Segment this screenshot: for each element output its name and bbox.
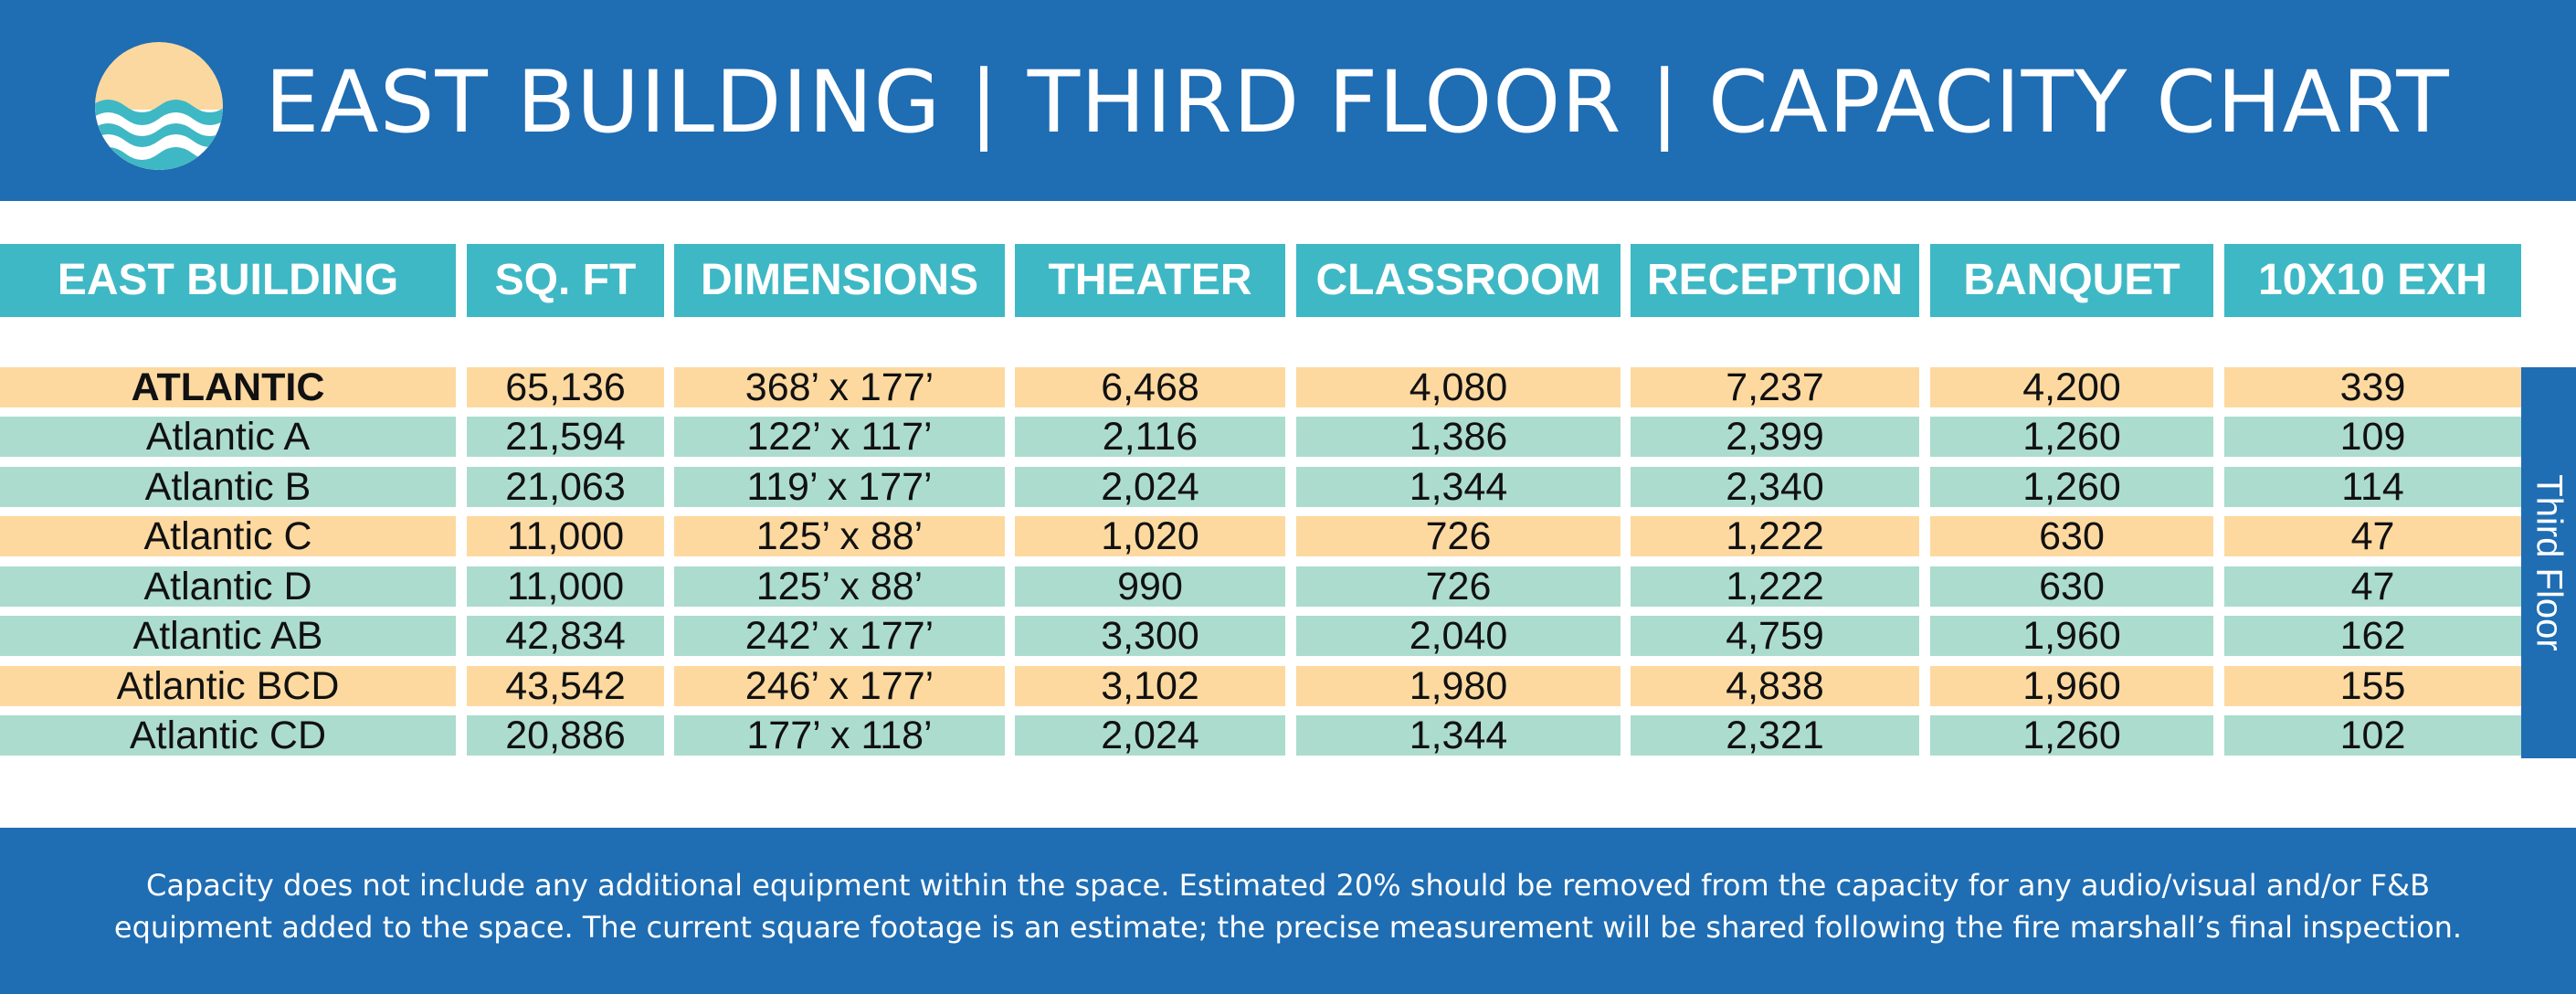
table-cell-reception: 4,759 bbox=[1631, 616, 1919, 656]
table-cell-banquet: 1,960 bbox=[1930, 666, 2213, 706]
table-cell-exhibit: 47 bbox=[2224, 516, 2521, 556]
table-cell-sqft: 65,136 bbox=[467, 367, 664, 407]
table-cell-classroom: 1,344 bbox=[1296, 467, 1621, 507]
table-cell-theater: 2,024 bbox=[1015, 467, 1285, 507]
table-cell-building: Atlantic D bbox=[0, 566, 456, 607]
column-header-classroom: CLASSROOM bbox=[1296, 244, 1621, 317]
table-cell-dimensions: 125’ x 88’ bbox=[674, 566, 1005, 607]
table-cell-banquet: 1,960 bbox=[1930, 616, 2213, 656]
table-cell-building: ATLANTIC bbox=[0, 367, 456, 407]
table-cell-exhibit: 109 bbox=[2224, 417, 2521, 457]
table-cell-sqft: 43,542 bbox=[467, 666, 664, 706]
floor-side-label: Third Floor bbox=[2528, 474, 2570, 651]
table-cell-classroom: 726 bbox=[1296, 566, 1621, 607]
table-cell-sqft: 20,886 bbox=[467, 715, 664, 756]
table-cell-theater: 1,020 bbox=[1015, 516, 1285, 556]
table-cell-exhibit: 47 bbox=[2224, 566, 2521, 607]
table-cell-dimensions: 119’ x 177’ bbox=[674, 467, 1005, 507]
table-cell-building: Atlantic C bbox=[0, 516, 456, 556]
table-cell-banquet: 1,260 bbox=[1930, 715, 2213, 756]
table-cell-theater: 3,102 bbox=[1015, 666, 1285, 706]
table-cell-building: Atlantic BCD bbox=[0, 666, 456, 706]
column-header-building: EAST BUILDING bbox=[0, 244, 456, 317]
disclaimer-line-1: Capacity does not include any additional equipment within the space. Estimated 20% should be removed from the capacity for any audio/visual and/or F&B bbox=[145, 868, 2431, 903]
column-header-exhibit: 10X10 EXH bbox=[2224, 244, 2521, 317]
table-cell-sqft: 42,834 bbox=[467, 616, 664, 656]
table-cell-building: Atlantic AB bbox=[0, 616, 456, 656]
table-cell-building: Atlantic CD bbox=[0, 715, 456, 756]
table-cell-building: Atlantic A bbox=[0, 417, 456, 457]
column-header-dimensions: DIMENSIONS bbox=[674, 244, 1005, 317]
disclaimer-line-2: equipment added to the space. The current square footage is an estimate; the precise measurement will be shared following the fire marshall’s final inspection. bbox=[113, 910, 2463, 945]
table-cell-theater: 3,300 bbox=[1015, 616, 1285, 656]
table-cell-theater: 990 bbox=[1015, 566, 1285, 607]
table-cell-sqft: 11,000 bbox=[467, 516, 664, 556]
table-cell-classroom: 1,344 bbox=[1296, 715, 1621, 756]
table-cell-classroom: 726 bbox=[1296, 516, 1621, 556]
table-cell-classroom: 4,080 bbox=[1296, 367, 1621, 407]
table-cell-reception: 7,237 bbox=[1631, 367, 1919, 407]
table-cell-banquet: 630 bbox=[1930, 566, 2213, 607]
table-cell-reception: 2,399 bbox=[1631, 417, 1919, 457]
column-header-reception: RECEPTION bbox=[1631, 244, 1919, 317]
floor-side-tab bbox=[2521, 367, 2576, 758]
table-cell-reception: 2,321 bbox=[1631, 715, 1919, 756]
table-cell-dimensions: 125’ x 88’ bbox=[674, 516, 1005, 556]
table-cell-exhibit: 102 bbox=[2224, 715, 2521, 756]
table-cell-theater: 6,468 bbox=[1015, 367, 1285, 407]
table-cell-exhibit: 339 bbox=[2224, 367, 2521, 407]
table-cell-exhibit: 162 bbox=[2224, 616, 2521, 656]
table-cell-building: Atlantic B bbox=[0, 467, 456, 507]
table-cell-exhibit: 155 bbox=[2224, 666, 2521, 706]
page-title: EAST BUILDING | THIRD FLOOR | CAPACITY CHART bbox=[265, 53, 2450, 153]
table-cell-banquet: 1,260 bbox=[1930, 467, 2213, 507]
table-cell-banquet: 4,200 bbox=[1930, 367, 2213, 407]
capacity-disclaimer bbox=[37, 864, 2539, 948]
table-cell-reception: 1,222 bbox=[1631, 566, 1919, 607]
table-cell-dimensions: 246’ x 177’ bbox=[674, 666, 1005, 706]
table-cell-reception: 4,838 bbox=[1631, 666, 1919, 706]
table-cell-sqft: 21,063 bbox=[467, 467, 664, 507]
table-cell-theater: 2,024 bbox=[1015, 715, 1285, 756]
table-cell-reception: 1,222 bbox=[1631, 516, 1919, 556]
table-cell-sqft: 11,000 bbox=[467, 566, 664, 607]
table-cell-banquet: 630 bbox=[1930, 516, 2213, 556]
table-cell-exhibit: 114 bbox=[2224, 467, 2521, 507]
table-cell-banquet: 1,260 bbox=[1930, 417, 2213, 457]
table-cell-classroom: 1,386 bbox=[1296, 417, 1621, 457]
table-cell-classroom: 1,980 bbox=[1296, 666, 1621, 706]
table-cell-dimensions: 122’ x 117’ bbox=[674, 417, 1005, 457]
table-cell-reception: 2,340 bbox=[1631, 467, 1919, 507]
header-banner bbox=[0, 0, 2576, 201]
table-cell-classroom: 2,040 bbox=[1296, 616, 1621, 656]
table-cell-dimensions: 242’ x 177’ bbox=[674, 616, 1005, 656]
table-cell-dimensions: 177’ x 118’ bbox=[674, 715, 1005, 756]
column-header-banquet: BANQUET bbox=[1930, 244, 2213, 317]
sun-waves-logo-icon bbox=[91, 42, 227, 170]
table-cell-theater: 2,116 bbox=[1015, 417, 1285, 457]
column-header-theater: THEATER bbox=[1015, 244, 1285, 317]
column-header-sqft: SQ. FT bbox=[467, 244, 664, 317]
table-cell-sqft: 21,594 bbox=[467, 417, 664, 457]
footer-banner bbox=[0, 828, 2576, 994]
table-cell-dimensions: 368’ x 177’ bbox=[674, 367, 1005, 407]
